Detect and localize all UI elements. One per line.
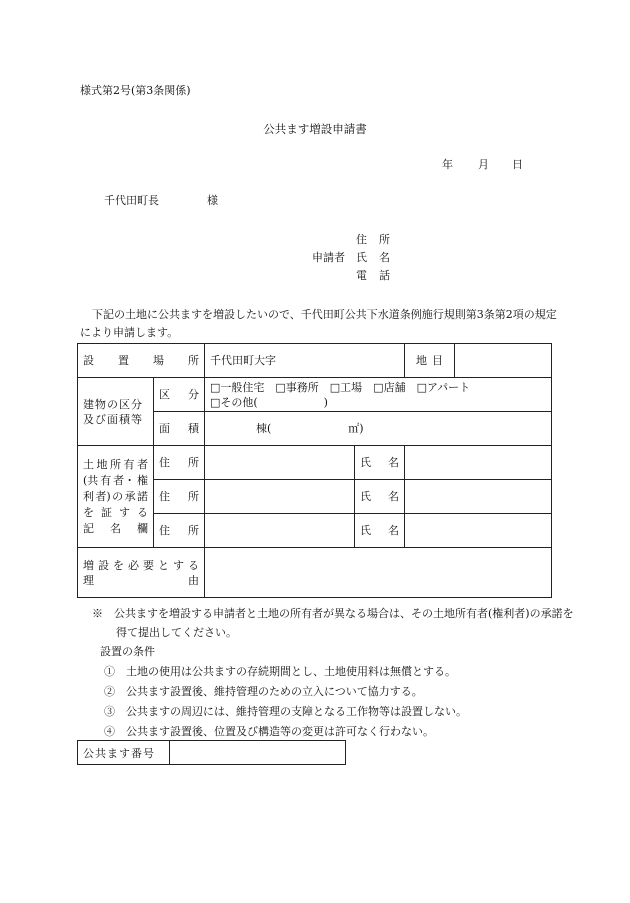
applicant-role-label: 申請者 [312,251,345,264]
owner2-name-value[interactable] [405,480,552,514]
location-value[interactable]: 千代田町大字 [205,344,405,378]
conditions-title: 設置の条件 [100,645,155,658]
form-label: 様式第2号(第3条関係) [80,84,191,97]
condition-item: ③ 公共ますの周辺には、維持管理の支障となる工作物等は設置しない。 [104,705,467,718]
manhole-number-value[interactable] [170,741,346,765]
application-table [77,343,552,598]
chimoku-label: 地 目 [405,344,455,378]
addressee-honorific: 様 [207,194,218,207]
owner2-name-label: 氏 名 [355,480,405,514]
owner2-address-label: 住 所 [154,480,205,514]
owner-label-line-4: を 証 す る [83,505,148,519]
owner-label-line-2: (共 有 者・ 権 [83,473,148,487]
owner-label-line-5: 記 名 欄 [83,521,148,535]
owner1-name-label: 氏 名 [355,446,405,480]
building-label: 建物の区分及び面積等 [78,378,154,446]
area-value[interactable]: 棟( ㎡) [205,412,552,446]
manhole-number-table [77,740,346,765]
owner-consent-label [78,446,154,548]
applicant-name-label: 氏 名 [356,251,390,264]
owner1-address-value[interactable] [205,446,355,480]
owner3-name-label: 氏 名 [355,514,405,548]
owner-label-line-1: 土 地 所 有 者 [83,457,148,471]
owner2-address-value[interactable] [205,480,355,514]
addressee: 千代田町長 [104,194,159,207]
owner-consent-note: ※ 公共ますを増設する申請者と土地の所有者が異なる場合は、その土地所有者(権利者)の承諾を得て提出してください。 [92,607,574,639]
chimoku-value[interactable] [455,344,552,378]
reason-value[interactable] [205,548,552,598]
document-title: 公共ます増設申請書 [263,122,367,136]
condition-item: ② 公共ます設置後、維持管理のための立入について協力する。 [104,685,423,698]
applicant-address-label: 住 所 [356,233,390,246]
date-month-label: 月 [478,158,489,171]
owner3-address-label: 住 所 [154,514,205,548]
condition-item: ④ 公共ます設置後、位置及び構造等の変更は許可なく行わない。 [104,725,434,738]
category-options[interactable] [205,378,552,412]
condition-item: ① 土地の使用は公共ますの存続期間とし、土地使用料は無償とする。 [104,665,456,678]
area-label: 面 積 [154,412,205,446]
location-label: 設 置 場 所 [78,344,205,378]
applicant-phone-label: 電 話 [356,269,390,282]
owner3-name-value[interactable] [405,514,552,548]
manhole-number-label: 公共ます番号 [78,741,170,765]
category-other-option: □その他( ) [210,395,328,409]
owner1-address-label: 住 所 [154,446,205,480]
reason-label: 増 設 を 必 要 と す る 理 由 [78,548,205,598]
owner1-name-value[interactable] [405,446,552,480]
owner3-address-value[interactable] [205,514,355,548]
date-day-label: 日 [512,158,523,171]
date-year-label: 年 [442,158,453,171]
category-options-line1: □一般住宅 □事務所 □工場 □店舗 □アパート [210,380,471,394]
category-label: 区 分 [154,378,205,412]
owner-label-line-3: 利 者) の 承 諾 [83,489,148,503]
application-statement: 下記の土地に公共ますを増設したいので、千代田町公共下水道条例施行規則第3条第2項の規定により申請します。 [80,308,557,339]
